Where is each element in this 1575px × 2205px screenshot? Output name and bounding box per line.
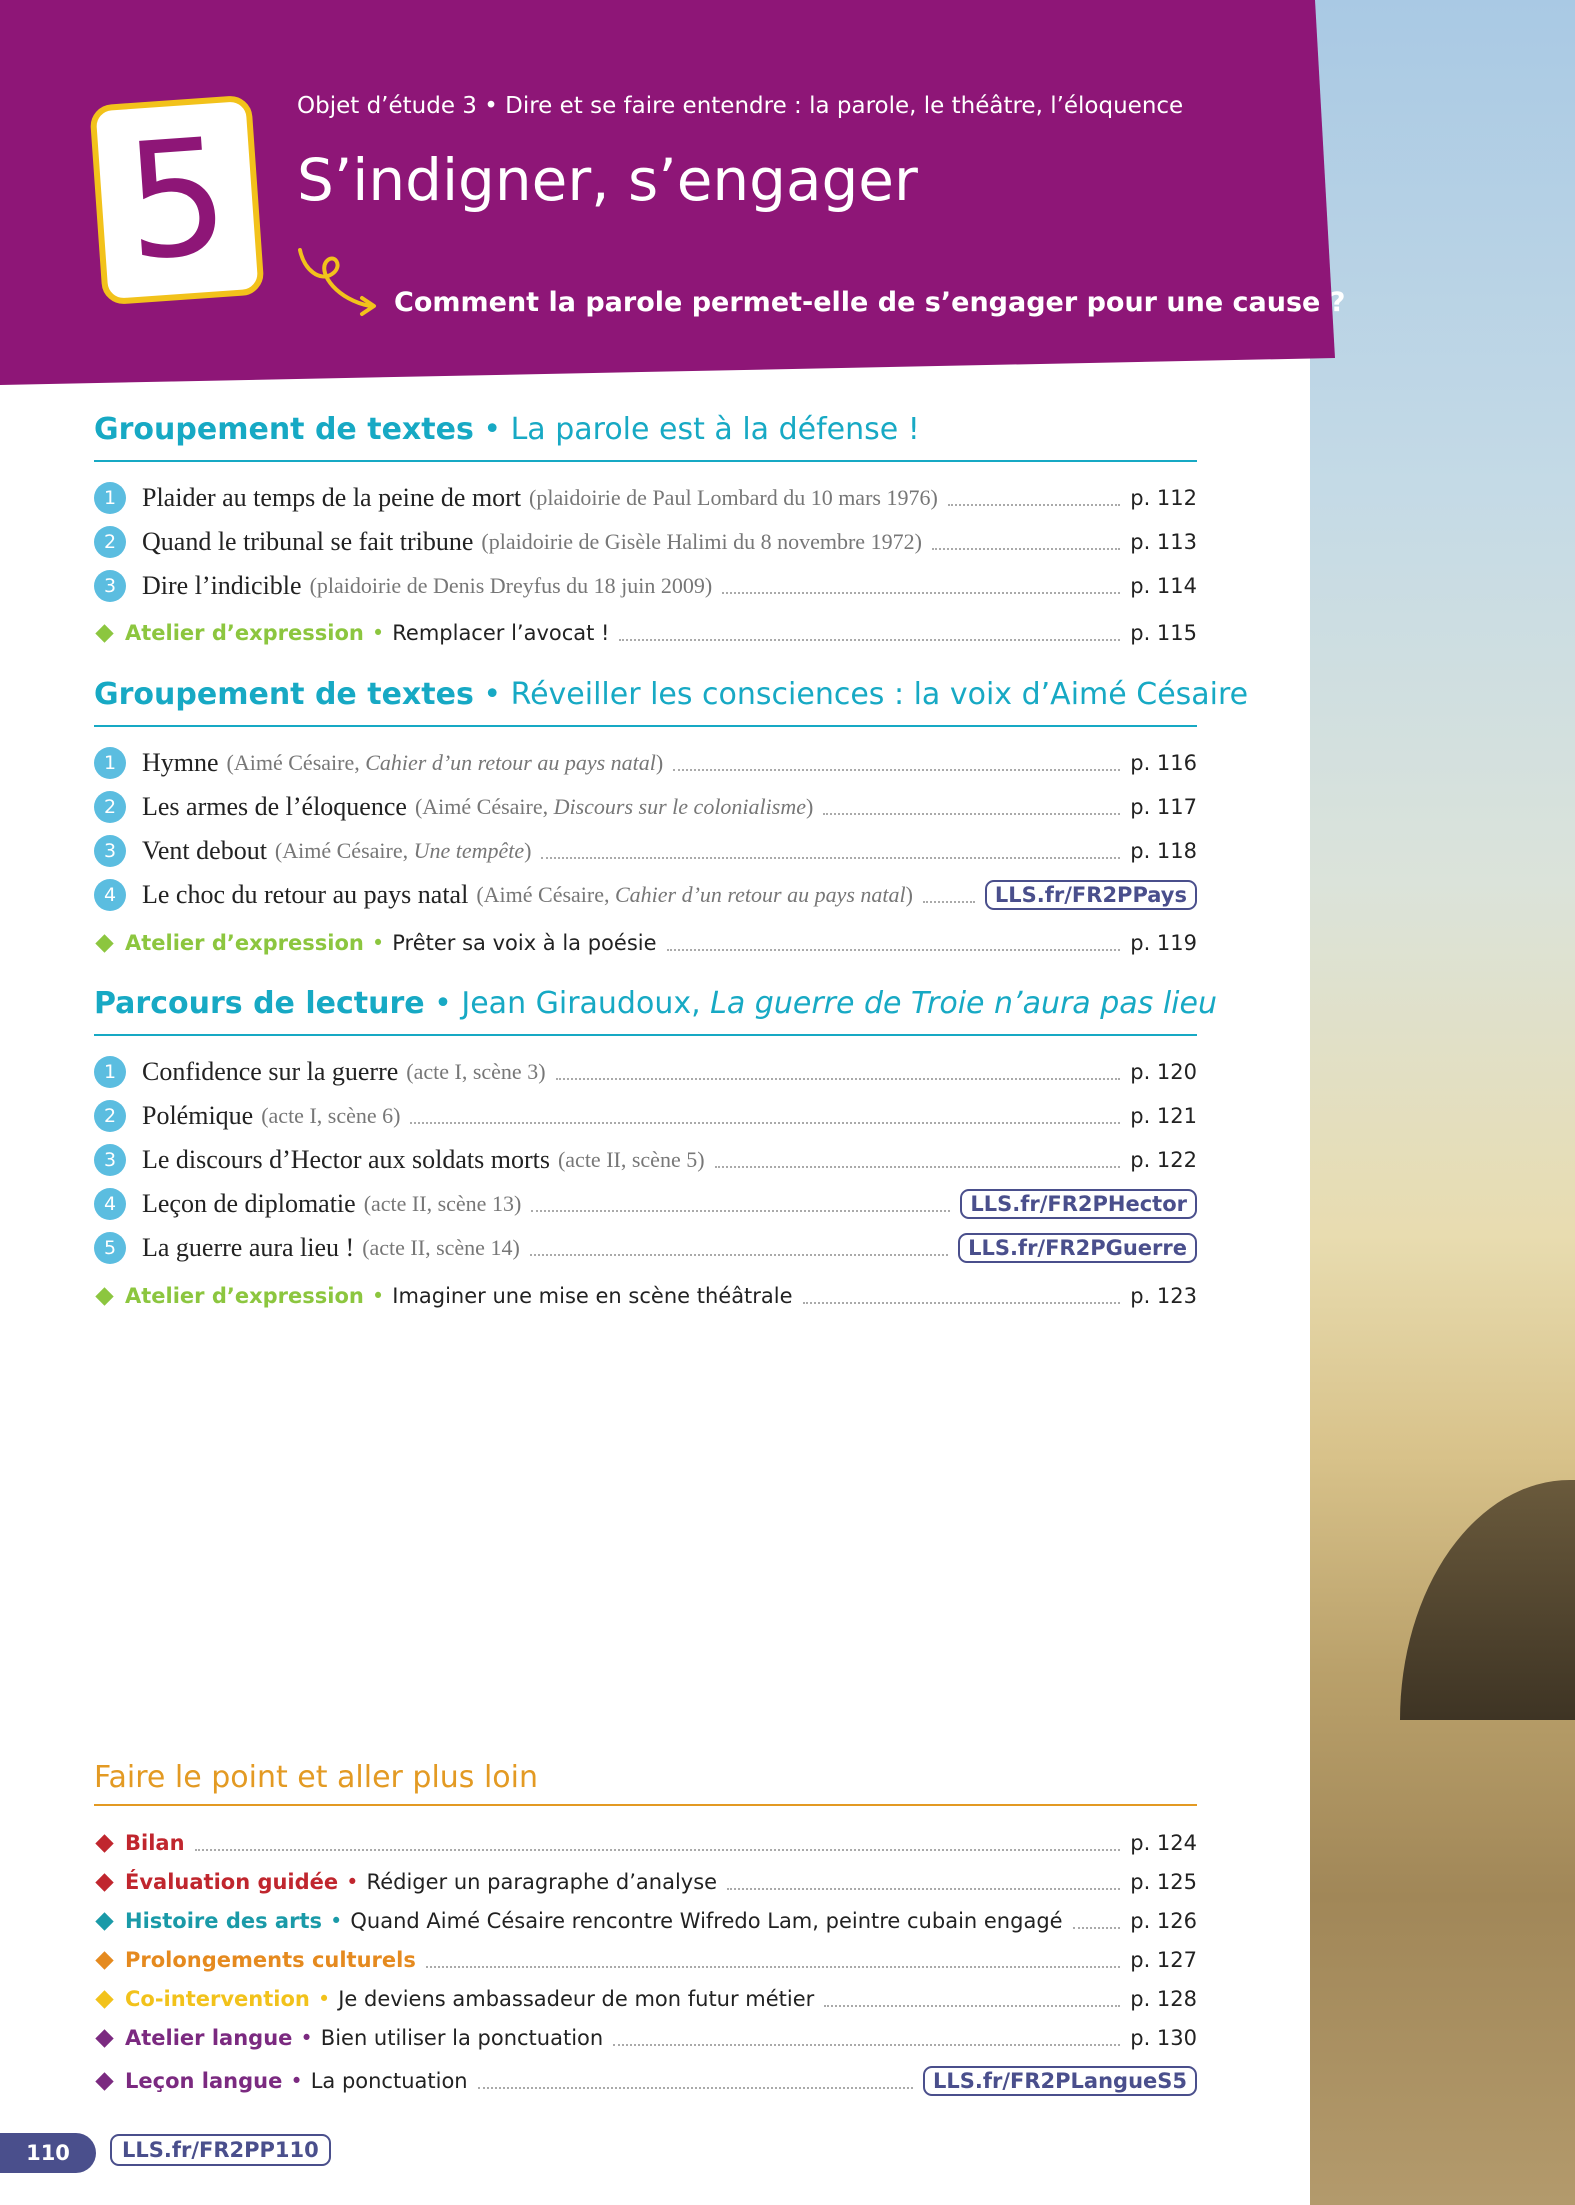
entry-page-number: p. 116 (1130, 751, 1197, 775)
bullet-separator: • (371, 1284, 385, 1308)
faire-le-point-rule (94, 1804, 1197, 1806)
atelier-page-number: p. 115 (1130, 621, 1197, 645)
entry-label: Bilan (125, 1831, 185, 1855)
entry-source (364, 1191, 522, 1217)
chapter-number: 5 (119, 102, 235, 297)
entry-title: Leçon de diplomatie (142, 1189, 356, 1218)
entry-source-text: (acte II, scène 13) (363, 1191, 522, 1216)
dot-leader (667, 949, 1121, 951)
entry-label: Leçon langue (125, 2069, 283, 2093)
entry-source (261, 1103, 400, 1129)
entry-source-text: (Aimé Césaire, (274, 838, 414, 863)
toc-entry[interactable] (94, 1054, 1197, 1090)
entry-number-badge: 2 (94, 791, 126, 823)
entry-text: Rédiger un paragraphe d’analyse (366, 1870, 718, 1894)
entry-source-text: (acte II, scène 5) (557, 1147, 705, 1172)
entry-source-text: (acte I, scène 6) (261, 1103, 401, 1128)
section-subtitle: Jean Giraudoux, (461, 986, 711, 1021)
dot-leader (923, 901, 975, 903)
entry-source (406, 1059, 545, 1085)
section-rule (94, 725, 1197, 727)
chapter-number-box (89, 95, 265, 306)
bullet-separator: • (317, 1987, 331, 2011)
entry-page-number: p. 117 (1130, 795, 1197, 819)
entry-source (529, 485, 938, 511)
faire-le-point-entry[interactable] (94, 1864, 1197, 1900)
toc-entry[interactable] (94, 568, 1197, 604)
faire-le-point-entry[interactable] (94, 1942, 1197, 1978)
entry-number-badge: 1 (94, 747, 126, 779)
atelier-entry[interactable] (94, 1278, 1197, 1314)
dot-leader (556, 1078, 1121, 1080)
entry-title: Plaider au temps de la peine de mort (142, 483, 522, 512)
entry-source (310, 573, 713, 599)
atelier-entry[interactable] (94, 615, 1197, 651)
toc-entry[interactable] (94, 745, 1197, 781)
section-rule (94, 1034, 1197, 1036)
entry-label: Prolongements culturels (125, 1948, 416, 1972)
entry-text: Quand Aimé Césaire rencontre Wifredo Lam, peintre cubain engagé (350, 1909, 1063, 1933)
faire-le-point-entry[interactable] (94, 2063, 1197, 2099)
entry-text: La ponctuation (310, 2069, 468, 2093)
dot-leader (932, 548, 1120, 550)
diamond-bullet-icon (95, 1834, 113, 1852)
entry-source-work: Cahier d’un retour au pays natal (614, 882, 906, 907)
entry-source (558, 1147, 705, 1173)
entry-page-number: p. 130 (1130, 2026, 1197, 2050)
entry-page-number: p. 128 (1130, 1987, 1197, 2011)
entry-page-number: p. 127 (1130, 1948, 1197, 1972)
chapter-question: Comment la parole permet-elle de s’engager pour une cause ? (394, 287, 1346, 318)
entry-link[interactable]: LLS.fr/FR2PLangueS5 (923, 2066, 1197, 2096)
entry-text: Bien utiliser la ponctuation (320, 2026, 604, 2050)
entry-number-badge: 5 (94, 1232, 126, 1264)
diamond-bullet-icon (95, 2029, 113, 2047)
entry-source-text: (plaidoirie de Denis Dreyfus du 18 juin 2009) (309, 573, 713, 598)
entry-number-badge: 2 (94, 526, 126, 558)
entry-link[interactable]: LLS.fr/FR2PHector (960, 1189, 1197, 1219)
dot-leader (195, 1849, 1121, 1851)
toc-entry[interactable] (94, 1142, 1197, 1178)
dot-leader (722, 592, 1120, 594)
entry-title: Confidence sur la guerre (142, 1057, 399, 1086)
cover-photo (1310, 0, 1575, 2205)
section-separator: • (424, 986, 462, 1021)
entry-page-number: p. 120 (1130, 1060, 1197, 1084)
entry-title: Polémique (142, 1101, 254, 1130)
dot-leader (824, 2005, 1120, 2007)
entry-title: Les armes de l’éloquence (142, 792, 407, 821)
entry-number-badge: 1 (94, 482, 126, 514)
diamond-bullet-icon (95, 624, 113, 642)
atelier-page-number: p. 123 (1130, 1284, 1197, 1308)
section-subtitle: La parole est à la défense ! (510, 412, 920, 447)
entry-source-text: (plaidoirie de Paul Lombard du 10 mars 1976) (529, 485, 938, 510)
entry-page-number: p. 124 (1130, 1831, 1197, 1855)
entry-source (275, 838, 532, 864)
bullet-separator: • (371, 621, 385, 645)
entry-page-number: p. 114 (1130, 574, 1197, 598)
dot-leader (619, 639, 1120, 641)
diamond-bullet-icon (95, 1951, 113, 1969)
entry-number-badge: 4 (94, 1188, 126, 1220)
faire-le-point-entry[interactable] (94, 1825, 1197, 1861)
dot-leader (478, 2087, 913, 2089)
dot-leader (613, 2044, 1120, 2046)
entry-page-number: p. 113 (1130, 530, 1197, 554)
entry-title: Vent debout (142, 836, 267, 865)
entry-title: La guerre aura lieu ! (142, 1233, 355, 1262)
entry-source-text: (plaidoirie de Gisèle Halimi du 8 novembre 1972) (481, 529, 922, 554)
atelier-entry[interactable] (94, 925, 1197, 961)
entry-source (415, 794, 813, 820)
entry-number-badge: 4 (94, 879, 126, 911)
section-separator: • (473, 412, 511, 447)
diamond-bullet-icon (95, 2072, 113, 2090)
bullet-separator: • (290, 2069, 303, 2093)
faire-le-point-entry[interactable] (94, 2020, 1197, 2056)
entry-source-text: (acte I, scène 3) (406, 1059, 546, 1084)
diamond-bullet-icon (95, 1873, 113, 1891)
entry-title: Dire l’indicible (142, 571, 302, 600)
entry-number-badge: 3 (94, 835, 126, 867)
entry-source-end: ) (806, 794, 814, 819)
diamond-bullet-icon (95, 1990, 113, 2008)
toc-entry[interactable] (94, 480, 1197, 516)
entry-source-work: Discours sur le colonialisme (553, 794, 806, 819)
curly-arrow-icon (298, 248, 382, 318)
dot-leader (673, 769, 1120, 771)
entry-number-badge: 1 (94, 1056, 126, 1088)
dot-leader (530, 1254, 948, 1256)
section-heading (94, 412, 920, 447)
entry-page-number: p. 122 (1130, 1148, 1197, 1172)
diamond-bullet-icon (95, 1287, 113, 1305)
entry-source (227, 750, 664, 776)
diamond-bullet-icon (95, 1912, 113, 1930)
entry-page-number: p. 112 (1130, 486, 1197, 510)
footer-link[interactable]: LLS.fr/FR2PP110 (110, 2134, 331, 2166)
atelier-label: Atelier d’expression (125, 1284, 364, 1308)
dot-leader (410, 1122, 1120, 1124)
atelier-page-number: p. 119 (1130, 931, 1197, 955)
atelier-text: Imaginer une mise en scène théâtrale (392, 1284, 793, 1308)
bullet-separator: • (371, 931, 385, 955)
atelier-text: Remplacer l’avocat ! (392, 621, 610, 645)
section-heading (94, 677, 1248, 712)
entry-source-end: ) (905, 882, 913, 907)
chapter-title: S’indigner, s’engager (297, 146, 918, 214)
section-separator: • (473, 677, 511, 712)
entry-label: Atelier langue (125, 2026, 293, 2050)
entry-label: Histoire des arts (125, 1909, 322, 1933)
dot-leader (948, 504, 1120, 506)
section-heading (94, 986, 1217, 1021)
entry-number-badge: 3 (94, 1144, 126, 1176)
bullet-separator: • (330, 1909, 343, 1933)
entry-label: Évaluation guidée (125, 1870, 339, 1894)
toc-entry[interactable] (94, 1230, 1197, 1266)
section-subtitle: Réveiller les consciences : la voix d’Aimé Césaire (510, 677, 1249, 712)
toc-entry[interactable] (94, 877, 1197, 913)
diamond-bullet-icon (95, 934, 113, 952)
section-kind: Groupement de textes (94, 677, 474, 712)
entry-title: Quand le tribunal se fait tribune (142, 527, 474, 556)
dot-leader (715, 1166, 1121, 1168)
entry-source-text: (Aimé Césaire, (226, 750, 366, 775)
atelier-label: Atelier d’expression (125, 931, 364, 955)
entry-link[interactable]: LLS.fr/FR2PGuerre (958, 1233, 1197, 1263)
section-kind: Parcours de lecture (94, 986, 425, 1021)
toc-entry[interactable] (94, 833, 1197, 869)
entry-source-text: (Aimé Césaire, (414, 794, 554, 819)
toc-entry[interactable] (94, 524, 1197, 560)
entry-source-end: ) (524, 838, 532, 863)
entry-source-text: (acte II, scène 14) (362, 1235, 520, 1260)
entry-number-badge: 3 (94, 570, 126, 602)
entry-title: Hymne (142, 748, 219, 777)
entry-source-work: Cahier d’un retour au pays natal (365, 750, 656, 775)
entry-page-number: p. 125 (1130, 1870, 1197, 1894)
entry-page-number: p. 118 (1130, 839, 1197, 863)
dot-leader (803, 1302, 1121, 1304)
objet-etude: Objet d’étude 3 • Dire et se faire entendre : la parole, le théâtre, l’éloquence (297, 93, 1184, 119)
faire-le-point-entry[interactable] (94, 1903, 1197, 1939)
section-rule (94, 460, 1197, 462)
dot-leader (823, 813, 1120, 815)
entry-source-work: Une tempête (413, 838, 525, 863)
toc-entry[interactable] (94, 1098, 1197, 1134)
atelier-text: Prêter sa voix à la poésie (392, 931, 657, 955)
entry-title: Le choc du retour au pays natal (142, 880, 469, 909)
toc-entry[interactable] (94, 789, 1197, 825)
atelier-label: Atelier d’expression (125, 621, 364, 645)
entry-source (476, 882, 913, 908)
faire-le-point-heading: Faire le point et aller plus loin (94, 1760, 538, 1795)
toc-entry[interactable] (94, 1186, 1197, 1222)
entry-source-end: ) (655, 750, 664, 775)
entry-page-number: p. 121 (1130, 1104, 1197, 1128)
bullet-separator: • (346, 1870, 359, 1894)
dot-leader (426, 1966, 1120, 1968)
entry-title: Le discours d’Hector aux soldats morts (142, 1145, 550, 1174)
entry-link[interactable]: LLS.fr/FR2PPays (985, 880, 1197, 910)
section-subtitle-italic: La guerre de Troie n’aura pas lieu (710, 986, 1217, 1021)
entry-source (481, 529, 922, 555)
faire-le-point-entry[interactable] (94, 1981, 1197, 2017)
dot-leader (541, 857, 1120, 859)
entry-label: Co-intervention (125, 1987, 310, 2011)
bullet-separator: • (300, 2026, 313, 2050)
entry-page-number: p. 126 (1130, 1909, 1197, 1933)
page-number: 110 (0, 2133, 96, 2173)
dot-leader (531, 1210, 950, 1212)
dot-leader (727, 1888, 1120, 1890)
entry-text: Je deviens ambassadeur de mon futur métier (338, 1987, 815, 2011)
entry-source (362, 1235, 520, 1261)
section-kind: Groupement de textes (94, 412, 474, 447)
dot-leader (1073, 1927, 1121, 1929)
entry-source-text: (Aimé Césaire, (476, 882, 615, 907)
entry-number-badge: 2 (94, 1100, 126, 1132)
